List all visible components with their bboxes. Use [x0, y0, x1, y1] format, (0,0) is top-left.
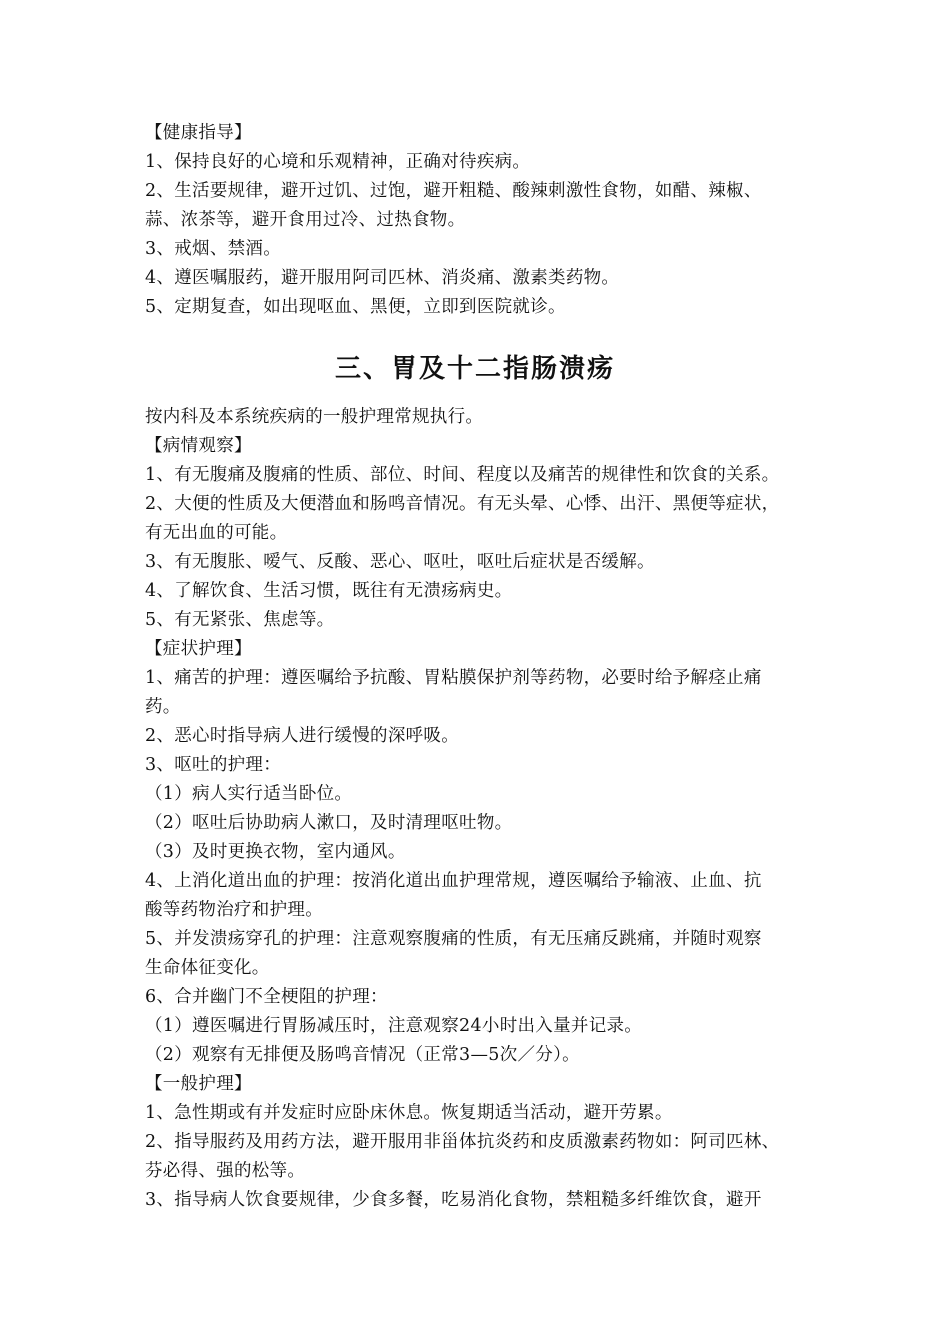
- intro-text: 按内科及本系统疾病的一般护理常规执行。: [145, 407, 484, 427]
- text-line: 1、急性期或有并发症时应卧床休息。恢复期适当活动，避开劳累。: [145, 1103, 673, 1123]
- text-line: 3、呕吐的护理：: [145, 755, 282, 775]
- health-guidance-section: [145, 119, 825, 322]
- text-line: 3、有无腹胀、嗳气、反酸、恶心、呕吐，呕吐后症状是否缓解。: [145, 552, 655, 572]
- general-care-header: 【一般护理】: [145, 1074, 252, 1094]
- section-header: 【健康指导】: [145, 123, 252, 143]
- text-line: 5、有无紧张、焦虑等。: [145, 610, 335, 630]
- text-line: （1）病人实行适当卧位。: [145, 784, 353, 804]
- text-line: （2）观察有无排便及肠鸣音情况（正常3—5次／分）。: [145, 1045, 580, 1065]
- text-line: 药。: [145, 697, 181, 717]
- text-line: 4、上消化道出血的护理：按消化道出血护理常规，遵医嘱给予输液、止血、抗: [145, 871, 762, 891]
- text-line: 蒜、浓茶等，避开食用过冷、过热食物。: [145, 210, 466, 230]
- text-line: 芬必得、强的松等。: [145, 1161, 306, 1181]
- text-line: 有无出血的可能。: [145, 523, 288, 543]
- text-line: 5、并发溃疡穿孔的护理：注意观察腹痛的性质，有无压痛反跳痛，并随时观察: [145, 929, 762, 949]
- text-line: 1、痛苦的护理：遵医嘱给予抗酸、胃粘膜保护剂等药物，必要时给予解痉止痛: [145, 668, 762, 688]
- text-line: 6、合并幽门不全梗阻的护理：: [145, 987, 388, 1007]
- text-line: （3）及时更换衣物，室内通风。: [145, 842, 406, 862]
- text-line: 酸等药物治疗和护理。: [145, 900, 323, 920]
- text-line: 2、指导服药及用药方法，避开服用非甾体抗炎药和皮质激素药物如：阿司匹林、: [145, 1132, 780, 1152]
- text-line: 3、戒烟、禁酒。: [145, 239, 282, 259]
- text-line: 生命体征变化。: [145, 958, 270, 978]
- section-title: 三、胃及十二指肠溃疡: [334, 354, 615, 384]
- text-line: 2、生活要规律，避开过饥、过饱，避开粗糙、酸辣刺激性食物，如醋、辣椒、: [145, 181, 762, 201]
- symptom-header: 【症状护理】: [145, 639, 252, 659]
- observation-header: 【病情观察】: [145, 436, 252, 456]
- text-line: 2、大便的性质及大便潜血和肠鸣音情况。有无头晕、心悸、出汗、黑便等症状，: [145, 494, 780, 514]
- text-line: 4、遵医嘱服药，避开服用阿司匹林、消炎痛、激素类药物。: [145, 268, 620, 288]
- text-line: 3、指导病人饮食要规律，少食多餐，吃易消化食物，禁粗糙多纤维饮食，避开: [145, 1190, 762, 1210]
- text-line: （1）遵医嘱进行胃肠减压时，注意观察24小时出入量并记录。: [145, 1016, 643, 1036]
- ulcer-section-body: [145, 403, 825, 1215]
- text-line: （2）呕吐后协助病人漱口，及时清理呕吐物。: [145, 813, 513, 833]
- text-line: 4、了解饮食、生活习惯，既往有无溃疡病史。: [145, 581, 513, 601]
- text-line: 1、保持良好的心境和乐观精神，正确对待疾病。: [145, 152, 531, 172]
- text-line: 2、恶心时指导病人进行缓慢的深呼吸。: [145, 726, 460, 746]
- text-line: 5、定期复查，如出现呕血、黑便，立即到医院就诊。: [145, 297, 566, 317]
- text-line: 1、有无腹痛及腹痛的性质、部位、时间、程度以及痛苦的规律性和饮食的关系。: [145, 465, 780, 485]
